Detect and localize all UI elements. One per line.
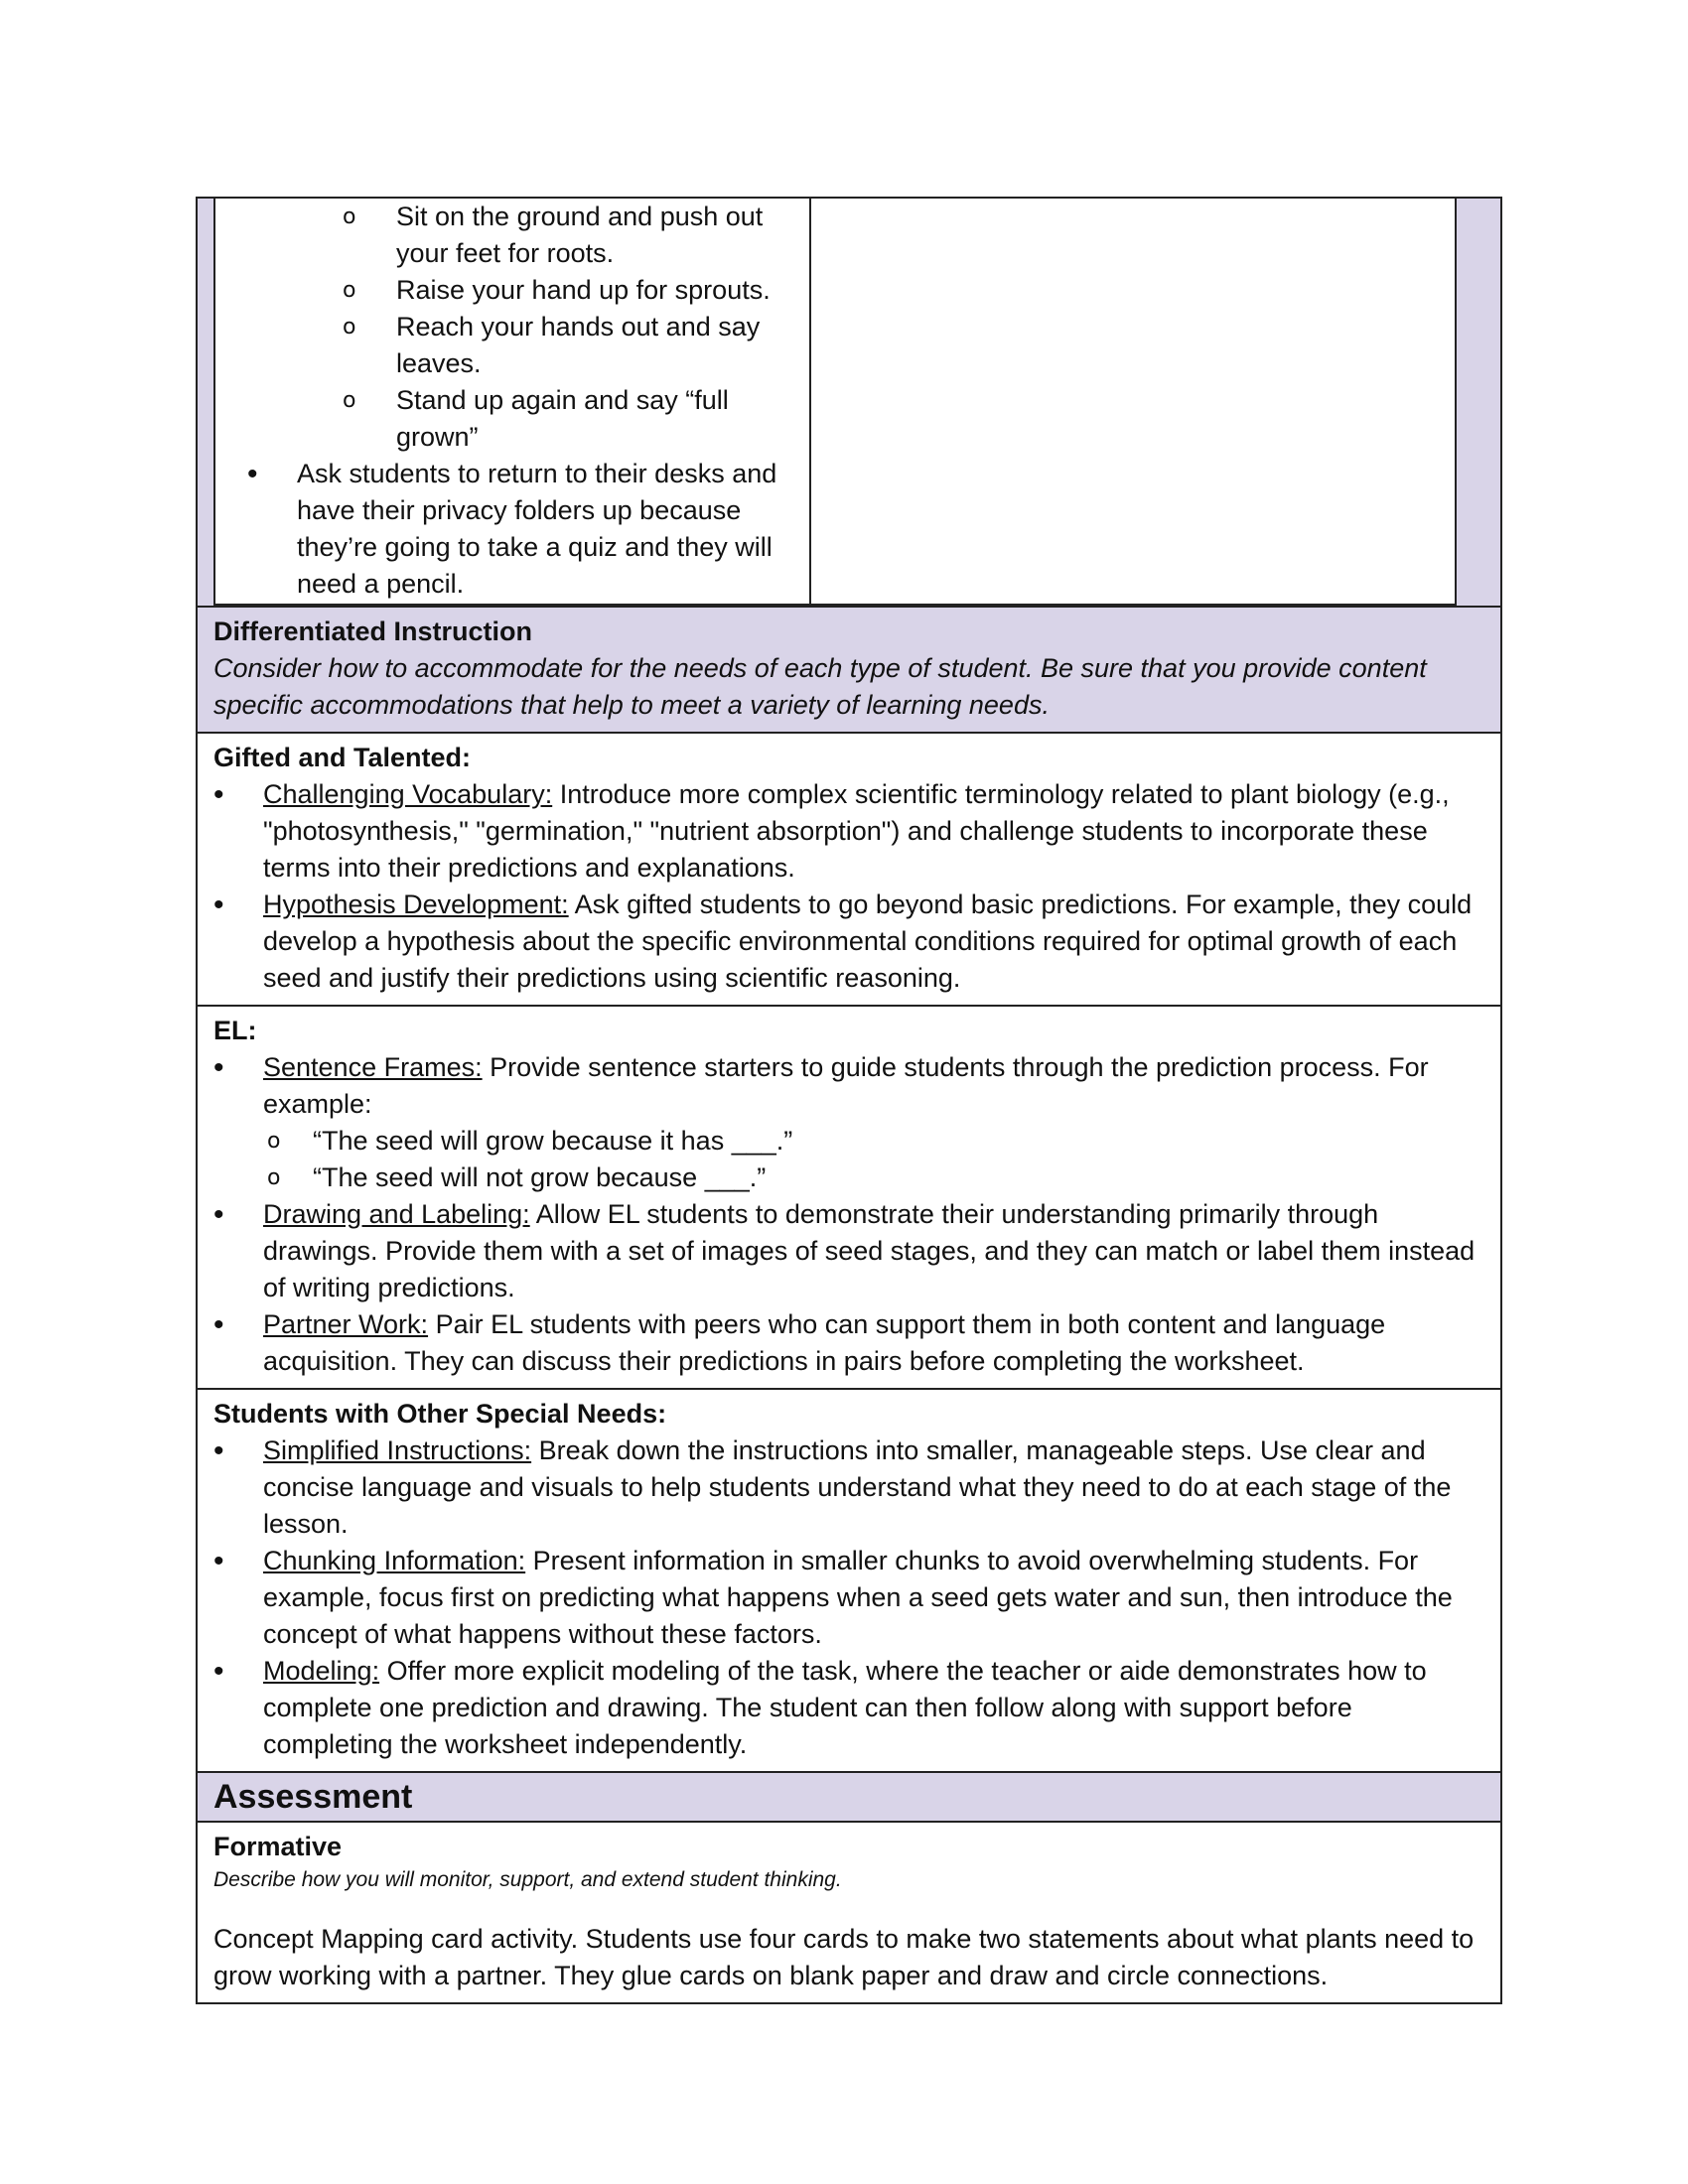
item-text: Provide sentence starters to guide students through the prediction process. For example: — [263, 1052, 1429, 1119]
empty-cell — [811, 199, 1455, 604]
formative-prompt: Describe how you will monitor, support, and extend student thinking. — [213, 1868, 842, 1891]
item-text: Introduce more complex scientific terminology related to plant biology (e.g., "photosynthesis," "germination," "nutrient absorption") and challenge students to incorporate these terms into their predictions and explanations. — [263, 779, 1450, 883]
procedure-inner-table — [213, 199, 1457, 606]
item-term: Chunking Information: — [263, 1546, 526, 1575]
procedure-steps-cell — [215, 199, 811, 604]
assessment-heading: Assessment — [198, 1771, 1500, 1821]
left-stripe — [198, 199, 213, 606]
list-item — [213, 887, 1486, 997]
list-item — [213, 1049, 1486, 1196]
el-section — [198, 1005, 1500, 1388]
movement-steps-list — [231, 199, 799, 456]
section-description: Consider how to accommodate for the needs of each type of student. Be sure that you provide content specific accommodations that help to meet a variety of learning needs. — [213, 653, 1427, 720]
gifted-section — [198, 732, 1500, 1005]
list-item: o Sit on the ground and push out your feet for roots. — [231, 199, 799, 272]
item-term: Hypothesis Development: — [263, 889, 569, 919]
section-heading: Gifted and Talented: — [213, 743, 472, 772]
list-item: o “The seed will not grow because ___.” — [213, 1160, 1486, 1196]
special-needs-section — [198, 1388, 1500, 1771]
formative-text: Concept Mapping card activity. Students use four cards to make two statements about what plants need to grow working with a partner. They glue cards on blank paper and draw and circle connections. — [213, 1924, 1475, 1990]
list-item: o Raise your hand up for sprouts. — [231, 272, 799, 309]
item-term: Partner Work: — [263, 1309, 429, 1339]
el-list — [213, 1049, 1486, 1380]
gifted-list — [213, 776, 1486, 997]
item-term: Modeling: — [263, 1656, 380, 1686]
procedure-bullets — [231, 456, 799, 603]
section-heading: Students with Other Special Needs: — [213, 1399, 667, 1429]
section-heading: Formative — [213, 1832, 343, 1861]
list-item — [213, 1543, 1486, 1653]
list-item — [213, 1196, 1486, 1306]
section-heading: Differentiated Instruction — [213, 616, 533, 646]
item-term: Sentence Frames: — [263, 1052, 483, 1082]
item-text: Present information in smaller chunks to avoid overwhelming students. For example, focus first on predicting what happens when a seed gets water and sun, then introduce the concept of what happens without these factors. — [263, 1546, 1453, 1649]
lesson-plan-table — [196, 197, 1502, 2004]
list-item — [213, 1433, 1486, 1543]
item-term: Simplified Instructions: — [263, 1435, 532, 1465]
item-text: Allow EL students to demonstrate their understanding primarily through drawings. Provide them with a set of images of seed stages, and they can match or label them instead of writing predictions. — [263, 1199, 1476, 1302]
item-term: Drawing and Labeling: — [263, 1199, 530, 1229]
list-item — [213, 776, 1486, 887]
procedure-continuation — [198, 199, 1500, 606]
list-item — [213, 1653, 1486, 1763]
item-text: Break down the instructions into smaller, manageable steps. Use clear and concise language and visuals to help students understand what they need to do at each stage of the lesson. — [263, 1435, 1452, 1539]
list-item: o “The seed will grow because it has ___.” — [213, 1123, 1486, 1160]
item-text: Ask gifted students to go beyond basic predictions. For example, they could develop a hypothesis about the specific environmental conditions required for optimal growth of each seed and justify their predictions using scientific reasoning. — [263, 889, 1473, 993]
list-item: o Reach your hands out and say leaves. — [231, 309, 799, 382]
right-stripe — [1457, 199, 1500, 606]
list-item: o Stand up again and say “full grown” — [231, 382, 799, 456]
item-text: Offer more explicit modeling of the task, where the teacher or aide demonstrates how to complete one prediction and drawing. The student can then follow along with support before completing the worksheet independently. — [263, 1656, 1427, 1759]
section-heading: EL: — [213, 1016, 257, 1045]
special-needs-list — [213, 1433, 1486, 1763]
spacer — [213, 1895, 1486, 1921]
list-item — [213, 1306, 1486, 1380]
sentence-frames-list — [213, 1123, 1486, 1196]
formative-section — [198, 1821, 1500, 2002]
item-term: Challenging Vocabulary: — [263, 779, 553, 809]
item-text: Pair EL students with peers who can support them in both content and language acquisition. They can discuss their predictions in pairs before completing the worksheet. — [263, 1309, 1386, 1376]
differentiated-instruction-header — [198, 606, 1500, 732]
list-item: • Ask students to return to their desks and have their privacy folders up because they’re going to take a quiz and they will need a pencil. — [231, 456, 799, 603]
